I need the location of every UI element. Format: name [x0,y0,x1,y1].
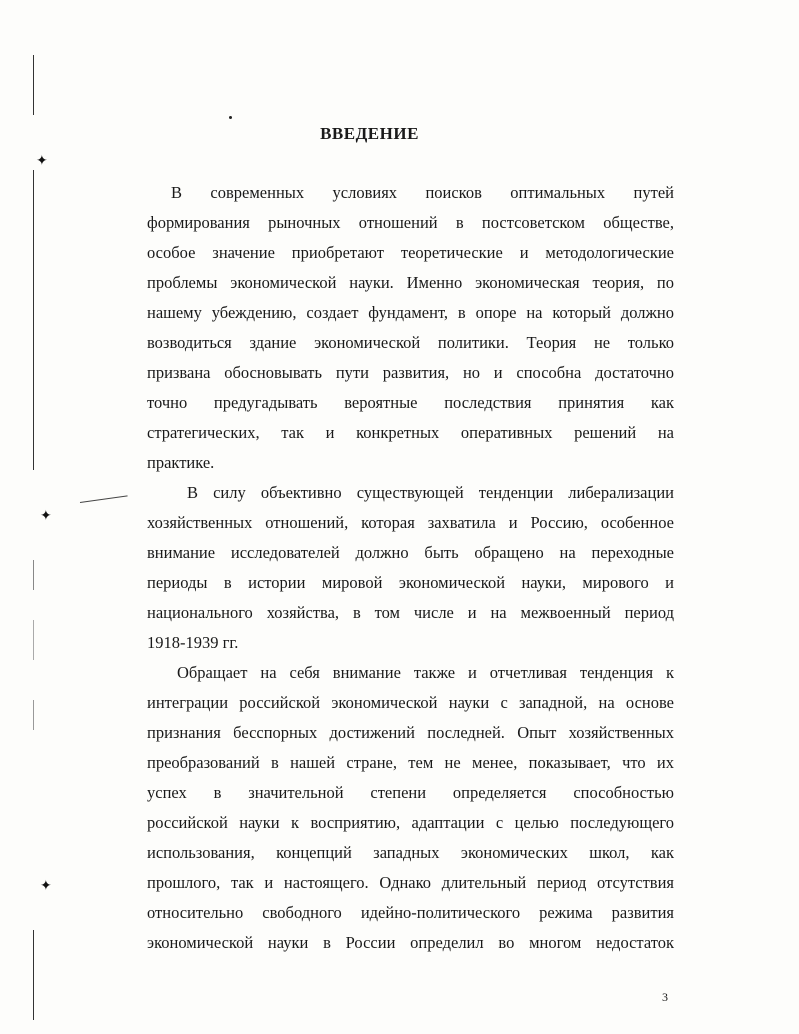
scan-margin-line [33,170,34,470]
text-line: стратегических, так и конкретных оперативных решений на [147,423,674,442]
text-line: российской науки к восприятию, адаптации с целью последующего [147,813,674,832]
text-line: В современных условиях поисков оптимальных путей [171,183,674,202]
text-line: точно предугадывать вероятные последствия принятия как [147,393,674,412]
page-title: ВВЕДЕНИЕ [320,124,419,143]
text-line: относительно свободного идейно-политического режима развития [147,903,674,922]
body-text [147,178,674,958]
text-line: интеграции российской экономической науки с западной, на основе [147,693,674,712]
text-line: формирования рыночных отношений в постсоветском обществе, [147,213,674,232]
scan-margin-line [33,930,34,1020]
text-line: успех в значительной степени определяется способностью [147,783,674,802]
text-line: прошлого, так и настоящего. Однако длительный период отсутствия [147,873,674,892]
text-line: возводиться здание экономической политики. Теория не только [147,333,674,352]
text-line: проблемы экономической науки. Именно экономическая теория, по [147,273,674,292]
scan-blot-mark: ✦ [40,509,52,524]
scan-margin-line [33,560,34,590]
text-line: нашему убеждению, создает фундамент, в опоре на который должно [147,303,674,322]
text-line: национального хозяйства, в том числе и на межвоенный период [147,603,674,622]
text-line: использования, концепций западных экономических школ, как [147,843,674,862]
scan-margin-line [33,700,34,730]
scan-blot-mark: ✦ [40,879,52,894]
scan-margin-line [33,620,34,660]
text-line: Обращает на себя внимание также и отчетливая тенденция к [177,663,674,682]
text-line: хозяйственных отношений, которая захватила и Россию, особенное [147,513,674,532]
text-line: призвана обосновывать пути развития, но и способна достаточно [147,363,674,382]
text-line: периоды в истории мировой экономической науки, мирового и [147,573,674,592]
scan-dot-mark [229,116,232,119]
text-line: внимание исследователей должно быть обращено на переходные [147,543,674,562]
page-number: 3 [662,990,668,1004]
scan-margin-line [33,55,34,115]
scan-blot-mark: ✦ [36,154,48,169]
text-line: практике. [147,453,215,472]
text-line: В силу объективно существующей тенденции либерализации [187,483,674,502]
text-line: особое значение приобретают теоретические и методологические [147,243,674,262]
text-line: экономической науки в России определил во многом недостаток [147,933,674,952]
text-line: признания бесспорных достижений последней. Опыт хозяйственных [147,723,674,742]
text-line: преобразований в нашей стране, тем не менее, показывает, что их [147,753,674,772]
text-line: 1918-1939 гг. [147,633,239,652]
scan-stroke-mark [80,495,128,503]
